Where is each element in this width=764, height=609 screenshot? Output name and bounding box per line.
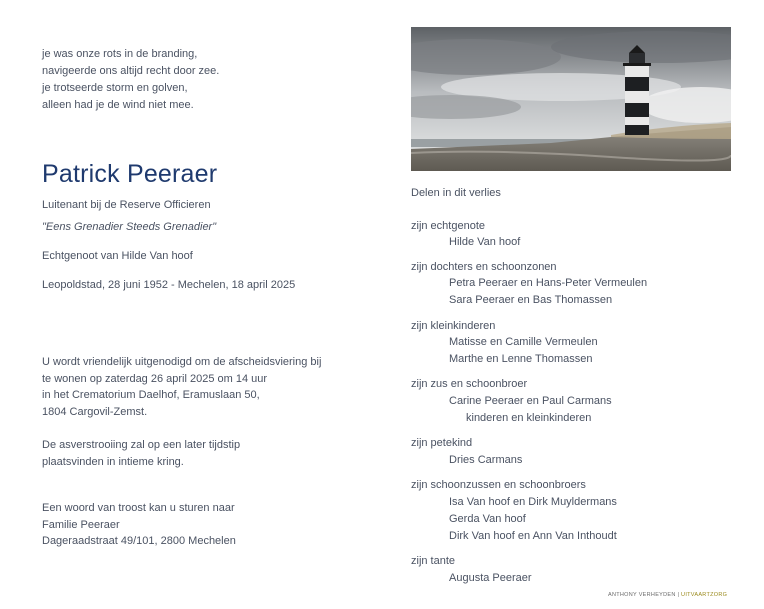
deceased-rank: Luitenant bij de Reserve Officieren [42,199,211,211]
mourner-group-title: zijn tante [411,555,456,567]
ashes-text [42,437,240,470]
mourner-name: Gerda Van hoof [449,513,526,525]
mourner-group-title: zijn petekind [411,437,473,449]
deceased-spouse: Echtgenoot van Hilde Van hoof [42,250,193,262]
condolence-line: Een woord van troost kan u sturen naar [42,502,235,514]
poem [42,46,219,114]
mourners-heading: Delen in dit verlies [411,187,501,199]
deceased-name: Patrick Peeraer [42,160,218,188]
invitation-line: U wordt vriendelijk uitgenodigd om de afscheidsviering bij [42,356,322,368]
condolence-line: Dageraadstraat 49/101, 2800 Mechelen [42,535,236,548]
deceased-motto: "Eens Grenadier Steeds Grenadier" [42,221,217,233]
mourner-name: Isa Van hoof en Dirk Muyldermans [449,496,617,508]
invitation-line: te wonen op zaterdag 26 april 2025 om 14 uur [42,372,268,385]
invitation-text [42,354,321,420]
deceased-dates: Leopoldstad, 28 juni 1952 - Mechelen, 18 april 2025 [42,279,296,291]
ashes-line: De asverstrooiing zal op een later tijdstip [42,439,241,451]
mourner-name: Dirk Van hoof en Ann Van Inthoudt [449,530,617,542]
mourner-name: Sara Peeraer en Bas Thomassen [449,294,613,306]
mourner-name: Carine Peeraer en Paul Carmans [449,395,612,407]
mourner-name: Hilde Van hoof [449,236,521,248]
invitation-line: in het Crematorium Daelhof, Eramuslaan 50, [42,389,260,402]
mourner-group-title: zijn zus en schoonbroer [411,378,528,390]
mourner-subline: kinderen en kleinkinderen [466,412,592,424]
lighthouse-photo [411,27,731,171]
mourner-name: Dries Carmans [449,454,523,466]
footer-brand: ANTHONY VERHEYDEN [608,592,676,598]
poem-line: je was onze rots in de branding, [42,48,198,60]
footer-credit [608,592,727,598]
poem-line: navigeerde ons altijd recht door zee. [42,65,220,77]
condolence-line: Familie Peeraer [42,518,120,531]
footer-service: UITVAARTZORG [681,592,728,598]
footer-separator: | [675,592,682,598]
poem-line: je trotseerde storm en golven, [42,82,188,94]
mourner-name: Marthe en Lenne Thomassen [449,353,593,365]
mourner-group-title: zijn echtgenote [411,220,485,232]
mourner-name: Petra Peeraer en Hans-Peter Vermeulen [449,277,648,289]
mourner-name: Augusta Peeraer [449,572,532,584]
mourner-group-title: zijn dochters en schoonzonen [411,261,557,273]
mourner-group-title: zijn kleinkinderen [411,320,496,332]
ashes-line: plaatsvinden in intieme kring. [42,455,184,468]
mourner-group-title: zijn schoonzussen en schoonbroers [411,479,586,491]
invitation-line: 1804 Cargovil-Zemst. [42,405,148,418]
poem-line: alleen had je de wind niet mee. [42,99,194,111]
mourner-name: Matisse en Camille Vermeulen [449,336,598,348]
condolence-address [42,500,236,550]
